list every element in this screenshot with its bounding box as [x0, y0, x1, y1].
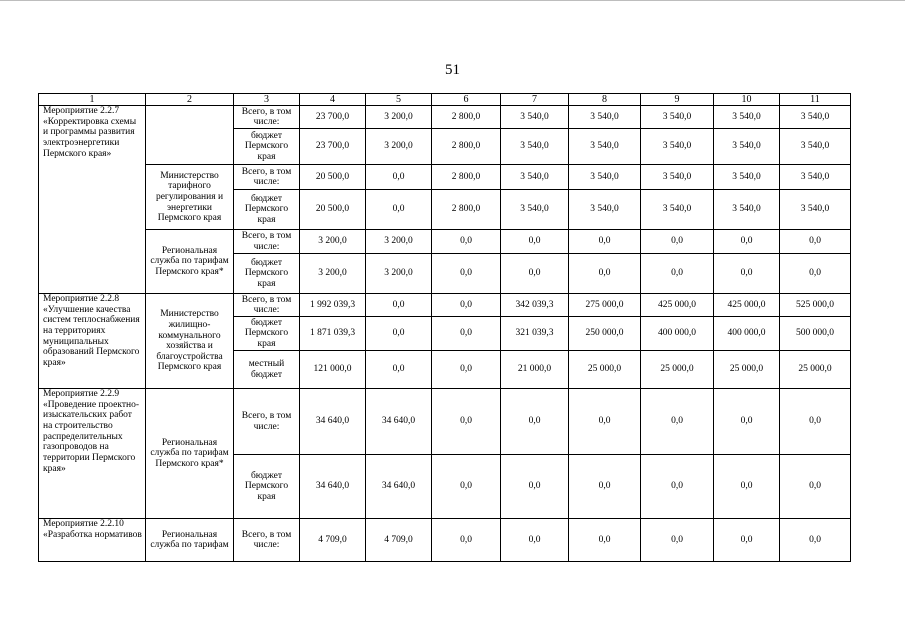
- amount-cell: 3 200,0: [366, 230, 432, 254]
- amount-cell: 3 540,0: [501, 165, 569, 190]
- amount-cell: 4 709,0: [366, 519, 432, 562]
- amount-cell: 3 540,0: [569, 129, 641, 165]
- amount-cell: 250 000,0: [569, 317, 641, 351]
- amount-cell: 0,0: [569, 254, 641, 294]
- amount-cell: 3 540,0: [501, 106, 569, 129]
- amount-cell: 20 500,0: [300, 165, 366, 190]
- amount-cell: 34 640,0: [366, 455, 432, 519]
- measure-name: Мероприятие 2.2.10 «Разработка нормативов: [39, 519, 146, 562]
- amount-cell: 3 540,0: [714, 106, 780, 129]
- amount-cell: 425 000,0: [714, 294, 780, 317]
- amount-cell: 3 540,0: [780, 106, 851, 129]
- funding-source: Всего, в том числе:: [234, 165, 300, 190]
- amount-cell: 0,0: [366, 294, 432, 317]
- funding-source: бюджет Пермского края: [234, 190, 300, 230]
- amount-cell: 3 540,0: [780, 129, 851, 165]
- amount-cell: 0,0: [569, 230, 641, 254]
- col-header: 3: [234, 94, 300, 106]
- amount-cell: 3 200,0: [366, 106, 432, 129]
- amount-cell: 0,0: [714, 389, 780, 455]
- table-row: [39, 519, 851, 562]
- amount-cell: 342 039,3: [501, 294, 569, 317]
- table-row: [39, 294, 851, 317]
- amount-cell: 3 540,0: [501, 129, 569, 165]
- amount-cell: 400 000,0: [641, 317, 714, 351]
- header-row: [39, 94, 851, 106]
- amount-cell: 0,0: [780, 519, 851, 562]
- amount-cell: 275 000,0: [569, 294, 641, 317]
- amount-cell: 3 540,0: [641, 129, 714, 165]
- amount-cell: 2 800,0: [432, 165, 501, 190]
- amount-cell: 0,0: [714, 519, 780, 562]
- amount-cell: 0,0: [501, 230, 569, 254]
- amount-cell: 21 000,0: [501, 351, 569, 389]
- amount-cell: 0,0: [641, 455, 714, 519]
- amount-cell: 20 500,0: [300, 190, 366, 230]
- amount-cell: 3 540,0: [569, 165, 641, 190]
- amount-cell: 0,0: [501, 254, 569, 294]
- col-header: 5: [366, 94, 432, 106]
- measure-name: Мероприятие 2.2.9 «Проведение проектно-изыскательских работ на строительство распределительных газопроводов на территории Пермского края»: [39, 389, 146, 519]
- amount-cell: 0,0: [432, 254, 501, 294]
- amount-cell: 2 800,0: [432, 190, 501, 230]
- amount-cell: 0,0: [432, 230, 501, 254]
- measure-name: Мероприятие 2.2.7 «Корректировка схемы и программы развития электроэнергетики Пермского края»: [39, 106, 146, 294]
- funding-source: бюджет Пермского края: [234, 254, 300, 294]
- amount-cell: 2 800,0: [432, 106, 501, 129]
- amount-cell: 3 540,0: [714, 165, 780, 190]
- amount-cell: 0,0: [714, 230, 780, 254]
- amount-cell: 23 700,0: [300, 129, 366, 165]
- amount-cell: 0,0: [432, 389, 501, 455]
- funding-source: бюджет Пермского края: [234, 317, 300, 351]
- top-rule: [0, 0, 905, 1]
- amount-cell: 25 000,0: [641, 351, 714, 389]
- funding-source: бюджет Пермского края: [234, 129, 300, 165]
- amount-cell: 3 540,0: [569, 190, 641, 230]
- executor-name: [146, 106, 234, 165]
- amount-cell: 0,0: [501, 455, 569, 519]
- amount-cell: 425 000,0: [641, 294, 714, 317]
- col-header: 10: [714, 94, 780, 106]
- table-row: [39, 165, 851, 190]
- amount-cell: 121 000,0: [300, 351, 366, 389]
- amount-cell: 34 640,0: [300, 455, 366, 519]
- table-row: [39, 106, 851, 129]
- amount-cell: 0,0: [432, 519, 501, 562]
- col-header: 8: [569, 94, 641, 106]
- budget-table: [38, 93, 851, 562]
- col-header: 7: [501, 94, 569, 106]
- amount-cell: 3 200,0: [300, 230, 366, 254]
- amount-cell: 1 871 039,3: [300, 317, 366, 351]
- amount-cell: 3 200,0: [366, 129, 432, 165]
- amount-cell: 34 640,0: [300, 389, 366, 455]
- executor-name: Региональная служба по тарифам: [146, 519, 234, 562]
- amount-cell: 3 540,0: [569, 106, 641, 129]
- executor-name: Региональная служба по тарифам Пермского края*: [146, 389, 234, 519]
- col-header: 2: [146, 94, 234, 106]
- amount-cell: 0,0: [641, 254, 714, 294]
- amount-cell: 3 540,0: [501, 190, 569, 230]
- amount-cell: 321 039,3: [501, 317, 569, 351]
- funding-source: бюджет Пермского края: [234, 455, 300, 519]
- funding-source: Всего, в том числе:: [234, 106, 300, 129]
- page-number: 51: [445, 62, 460, 78]
- amount-cell: 0,0: [366, 351, 432, 389]
- col-header: 6: [432, 94, 501, 106]
- col-header: 1: [39, 94, 146, 106]
- col-header: 4: [300, 94, 366, 106]
- amount-cell: 0,0: [432, 351, 501, 389]
- table-row: [39, 230, 851, 254]
- amount-cell: 0,0: [569, 389, 641, 455]
- amount-cell: 0,0: [366, 165, 432, 190]
- amount-cell: 0,0: [432, 317, 501, 351]
- amount-cell: 0,0: [641, 519, 714, 562]
- amount-cell: 4 709,0: [300, 519, 366, 562]
- funding-source: местный бюджет: [234, 351, 300, 389]
- amount-cell: 0,0: [366, 190, 432, 230]
- executor-name: Министерство тарифного регулирования и энергетики Пермского края: [146, 165, 234, 230]
- amount-cell: 0,0: [780, 230, 851, 254]
- amount-cell: 525 000,0: [780, 294, 851, 317]
- funding-source: Всего, в том числе:: [234, 230, 300, 254]
- amount-cell: 0,0: [501, 389, 569, 455]
- amount-cell: 0,0: [714, 254, 780, 294]
- amount-cell: 3 540,0: [780, 165, 851, 190]
- amount-cell: 25 000,0: [569, 351, 641, 389]
- amount-cell: 23 700,0: [300, 106, 366, 129]
- amount-cell: 1 992 039,3: [300, 294, 366, 317]
- measure-name: Мероприятие 2.2.8 «Улучшение качества систем теплоснабжения на территориях муниципальных образований Пермского края»: [39, 294, 146, 389]
- amount-cell: 0,0: [569, 455, 641, 519]
- amount-cell: 0,0: [780, 455, 851, 519]
- amount-cell: 3 540,0: [714, 190, 780, 230]
- amount-cell: 500 000,0: [780, 317, 851, 351]
- amount-cell: 0,0: [501, 519, 569, 562]
- executor-name: Региональная служба по тарифам Пермского края*: [146, 230, 234, 294]
- col-header: 11: [780, 94, 851, 106]
- funding-source: Всего, в том числе:: [234, 519, 300, 562]
- amount-cell: 3 540,0: [641, 106, 714, 129]
- amount-cell: 0,0: [569, 519, 641, 562]
- amount-cell: 3 540,0: [641, 190, 714, 230]
- amount-cell: 3 200,0: [300, 254, 366, 294]
- col-header: 9: [641, 94, 714, 106]
- funding-source: Всего, в том числе:: [234, 294, 300, 317]
- amount-cell: 0,0: [780, 254, 851, 294]
- amount-cell: 0,0: [366, 317, 432, 351]
- funding-source: Всего, в том числе:: [234, 389, 300, 455]
- amount-cell: 3 200,0: [366, 254, 432, 294]
- amount-cell: 25 000,0: [714, 351, 780, 389]
- amount-cell: 0,0: [714, 455, 780, 519]
- amount-cell: 3 540,0: [714, 129, 780, 165]
- amount-cell: 0,0: [780, 389, 851, 455]
- amount-cell: 0,0: [641, 230, 714, 254]
- amount-cell: 0,0: [641, 389, 714, 455]
- amount-cell: 0,0: [432, 294, 501, 317]
- amount-cell: 3 540,0: [780, 190, 851, 230]
- table-row: [39, 389, 851, 455]
- amount-cell: 34 640,0: [366, 389, 432, 455]
- amount-cell: 0,0: [432, 455, 501, 519]
- amount-cell: 2 800,0: [432, 129, 501, 165]
- amount-cell: 25 000,0: [780, 351, 851, 389]
- amount-cell: 3 540,0: [641, 165, 714, 190]
- amount-cell: 400 000,0: [714, 317, 780, 351]
- executor-name: Министерство жилищно-коммунального хозяйства и благоустройства Пермского края: [146, 294, 234, 389]
